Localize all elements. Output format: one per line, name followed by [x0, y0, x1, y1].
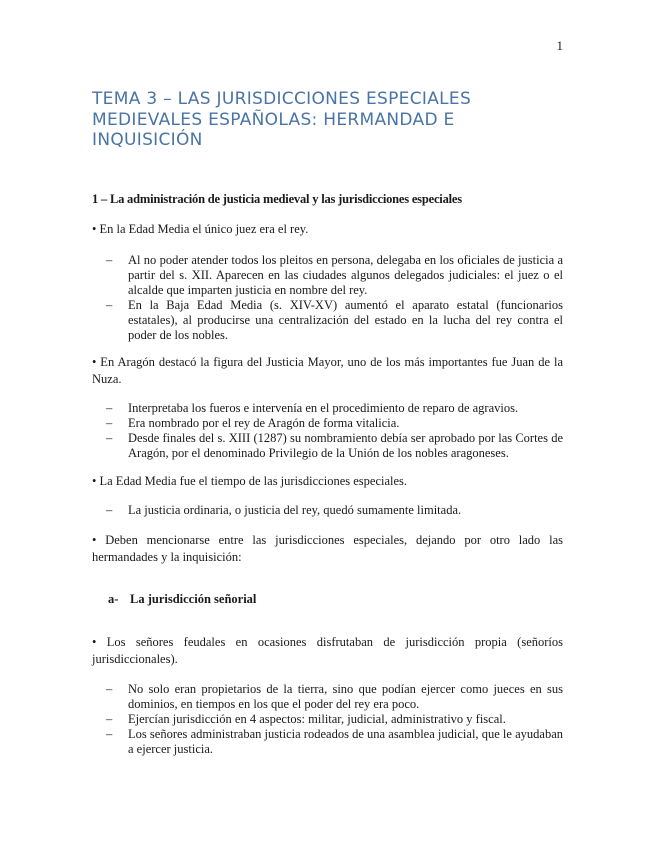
paragraph-justicia-mayor: • En Aragón destacó la figura del Justicia Mayor, uno de los más importantes fue Juan de la Nuza.	[92, 355, 563, 386]
list-item: – Al no poder atender todos los pleitos en persona, delegaba en los oficiales de justicia a partir del s. XII. Aparecen en las ciudades algunos delegados judiciales: el juez o el alcalde que imparten justicia en nombre del rey.	[106, 253, 563, 298]
list-item: – No solo eran propietarios de la tierra, sino que podían ejercer como jueces en sus dominios, en tiempos en los que el poder del rey era poco.	[106, 682, 563, 712]
list-item: – Desde finales del s. XIII (1287) su nombramiento debía ser aprobado por las Cortes de Aragón, por el denominado Privilegio de la Unión de los nobles aragoneses.	[106, 431, 563, 461]
paragraph-mencionarse: • Deben mencionarse entre las jurisdicciones especiales, dejando por otro lado las hermandades y la inquisición:	[92, 533, 563, 564]
page-number: 1	[556, 38, 563, 53]
list-item: – La justicia ordinaria, o justicia del rey, quedó sumamente limitada.	[106, 503, 563, 518]
list-item: – Era nombrado por el rey de Aragón de forma vitalicia.	[106, 416, 563, 431]
paragraph-senores-feudales: • Los señores feudales en ocasiones disfrutaban de jurisdicción propia (señoríos jurisdiccionales).	[92, 635, 563, 666]
list-item: – En la Baja Edad Media (s. XIV-XV) aumentó el aparato estatal (funcionarios estatales), al producirse una centralización del estado en la lucha del rey contra el poder de los nobles.	[106, 298, 563, 343]
subheading-jurisdiccion-senorial	[108, 592, 256, 607]
list-item: – Los señores administraban justicia rodeados de una asamblea judicial, que le ayudaban a ejercer justicia.	[106, 727, 563, 757]
list-item: – Ejercían jurisdicción en 4 aspectos: militar, judicial, administrativo y fiscal.	[106, 712, 563, 727]
list-senores	[106, 682, 563, 757]
subheading-marker: a-	[108, 592, 119, 606]
paragraph-jurisdicciones-especiales: • La Edad Media fue el tiempo de las jurisdicciones especiales.	[92, 474, 408, 488]
list-delegacion-justicia	[106, 253, 563, 343]
paragraph-edad-media-juez: • En la Edad Media el único juez era el rey.	[92, 222, 309, 236]
section-heading: 1 – La administración de justicia medieval y las jurisdicciones especiales	[92, 192, 462, 206]
subheading-text: La jurisdicción señorial	[130, 592, 257, 606]
document-title: TEMA 3 – LAS JURISDICCIONES ESPECIALES MEDIEVALES ESPAÑOLAS: HERMANDAD E INQUISICIÓN	[92, 89, 472, 150]
list-item: – Interpretaba los fueros e intervenía en el procedimiento de reparo de agravios.	[106, 401, 563, 416]
list-justicia-mayor	[106, 401, 563, 461]
list-justicia-ordinaria	[106, 503, 563, 518]
